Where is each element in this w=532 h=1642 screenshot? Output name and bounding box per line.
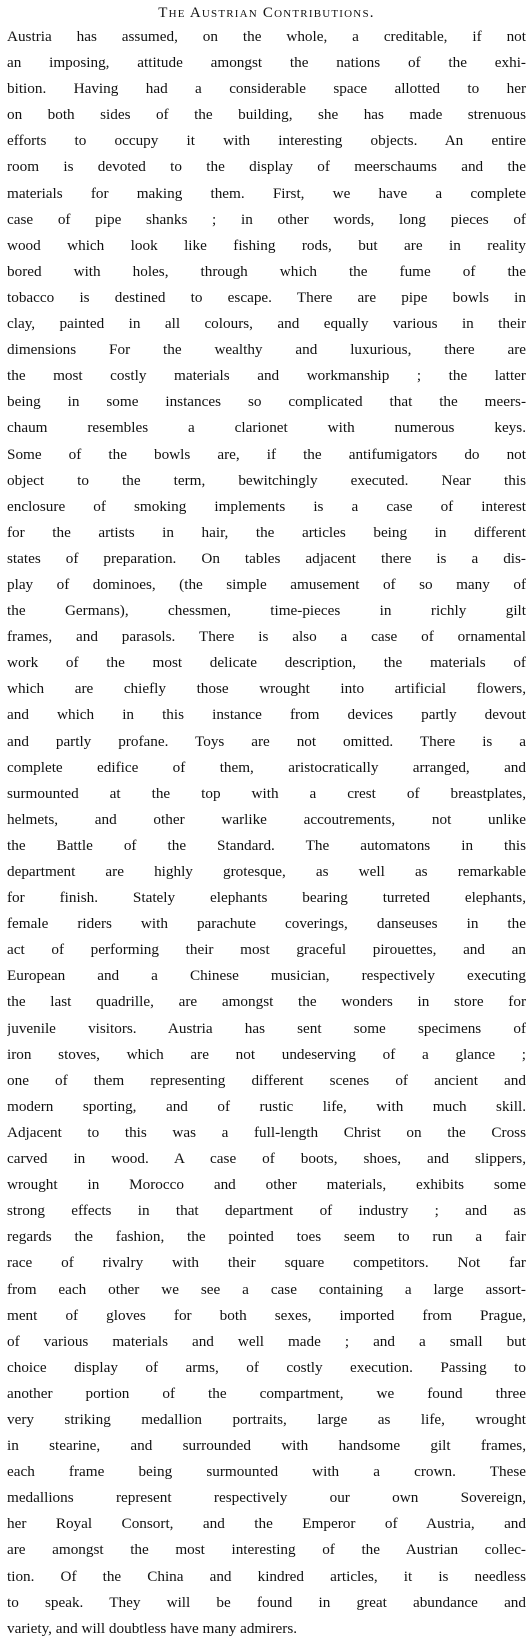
text-line: and which in this instance from devices partly devout: [7, 706, 526, 724]
text-line: act of performing their most graceful pirouettes, and an: [7, 941, 526, 959]
text-line: complete edifice of them, aristocratically arranged, and: [7, 758, 526, 776]
text-line: medallions represent respectively our own Sovereign,: [7, 1489, 526, 1507]
text-line: tobacco is destined to escape. There are pipe bowls in: [7, 288, 526, 306]
article-title: The Austrian Contributions.: [158, 5, 375, 21]
text-line: wood which look like fishing rods, but are in reality: [7, 236, 526, 254]
text-line: each frame being surmounted with a crown. These: [7, 1463, 526, 1481]
text-line: clay, painted in all colours, and equally various in their: [7, 315, 526, 333]
text-line: the most costly materials and workmanship ; the latter: [7, 367, 526, 385]
text-line: another portion of the compartment, we found three: [7, 1384, 526, 1402]
text-line: for the artists in hair, the articles being in different: [7, 523, 526, 541]
text-line: dimensions For the wealthy and luxurious, there are: [7, 341, 526, 359]
text-line: materials for making them. First, we have a complete: [7, 184, 526, 202]
text-line: on both sides of the building, she has made strenuous: [7, 106, 526, 124]
text-line: of various materials and well made ; and a small but: [7, 1332, 526, 1350]
text-line: female riders with parachute coverings, danseuses in the: [7, 915, 526, 933]
text-line: Austria has assumed, on the whole, a creditable, if not: [7, 28, 526, 45]
text-line: and partly profane. Toys are not omitted. There is a: [7, 732, 526, 750]
text-line: object to the term, bewitchingly executed. Near this: [7, 471, 526, 489]
text-line: her Royal Consort, and the Emperor of Austria, and: [7, 1515, 526, 1533]
text-line: iron stoves, which are not undeserving of a glance ;: [7, 1045, 526, 1063]
text-line: room is devoted to the display of meerschaums and the: [7, 158, 526, 176]
text-line: case of pipe shanks ; in other words, long pieces of: [7, 210, 526, 228]
text-line: the Germans), chessmen, time-pieces in richly gilt: [7, 602, 526, 620]
text-line: bored with holes, through which the fume of the: [7, 262, 526, 280]
text-line: being in some instances so complicated that the meers-: [7, 393, 526, 411]
text-line: play of dominoes, (the simple amusement of so many of: [7, 575, 526, 593]
text-line: the last quadrille, are amongst the wonders in store for: [7, 993, 526, 1011]
text-line: helmets, and other warlike accoutrements, not unlike: [7, 810, 526, 828]
text-line: choice display of arms, of costly execution. Passing to: [7, 1358, 526, 1376]
text-line: to speak. They will be found in great abundance and: [7, 1593, 526, 1611]
text-line: Some of the bowls are, if the antifumigators do not: [7, 445, 526, 463]
text-line: very striking medallion portraits, large as life, wrought: [7, 1410, 526, 1428]
text-line: juvenile visitors. Austria has sent some specimens of: [7, 1019, 526, 1037]
text-line: chaum resembles a clarionet with numerous keys.: [7, 419, 526, 437]
text-line: efforts to occupy it with interesting objects. An entire: [7, 132, 526, 150]
text-line: variety, and will doubtless have many admirers.: [7, 1619, 298, 1637]
text-line: work of the most delicate description, the materials of: [7, 654, 526, 672]
text-line: wrought in Morocco and other materials, exhibits some: [7, 1176, 526, 1194]
text-line: from each other we see a case containing a large assort-: [7, 1280, 526, 1298]
text-line: ment of gloves for both sexes, imported from Prague,: [7, 1306, 526, 1324]
text-line: department are highly grotesque, as well as remarkable: [7, 863, 526, 880]
text-line: are amongst the most interesting of the Austrian collec-: [7, 1541, 526, 1559]
text-line: the Battle of the Standard. The automatons in this: [7, 836, 526, 854]
article-body: [7, 24, 526, 1642]
text-line: one of them representing different scenes of ancient and: [7, 1071, 526, 1089]
text-line: modern sporting, and of rustic life, with much skill.: [7, 1097, 526, 1115]
text-line: regards the fashion, the pointed toes seem to run a fair: [7, 1228, 526, 1246]
text-line: European and a Chinese musician, respectively executing: [7, 967, 526, 985]
text-line: for finish. Stately elephants bearing turreted elephants,: [7, 889, 526, 907]
text-line: frames, and parasols. There is also a case of ornamental: [7, 628, 526, 646]
text-line: an imposing, attitude amongst the nations of the exhi-: [7, 54, 526, 72]
text-line: strong effects in that department of industry ; and as: [7, 1202, 526, 1220]
text-line: bition. Having had a considerable space allotted to her: [7, 80, 526, 98]
text-line: in stearine, and surrounded with handsome gilt frames,: [7, 1437, 526, 1455]
text-line: which are chiefly those wrought into artificial flowers,: [7, 680, 526, 698]
text-line: Adjacent to this was a full-length Christ on the Cross: [7, 1123, 526, 1141]
text-line: race of rivalry with their square competitors. Not far: [7, 1254, 526, 1272]
text-line: states of preparation. On tables adjacent there is a dis-: [7, 549, 526, 567]
text-line: enclosure of smoking implements is a case of interest: [7, 497, 526, 515]
text-line: surmounted at the top with a crest of breastplates,: [7, 784, 526, 802]
text-line: tion. Of the China and kindred articles, it is needless: [7, 1567, 526, 1585]
text-line: carved in wood. A case of boots, shoes, and slippers,: [7, 1150, 526, 1168]
